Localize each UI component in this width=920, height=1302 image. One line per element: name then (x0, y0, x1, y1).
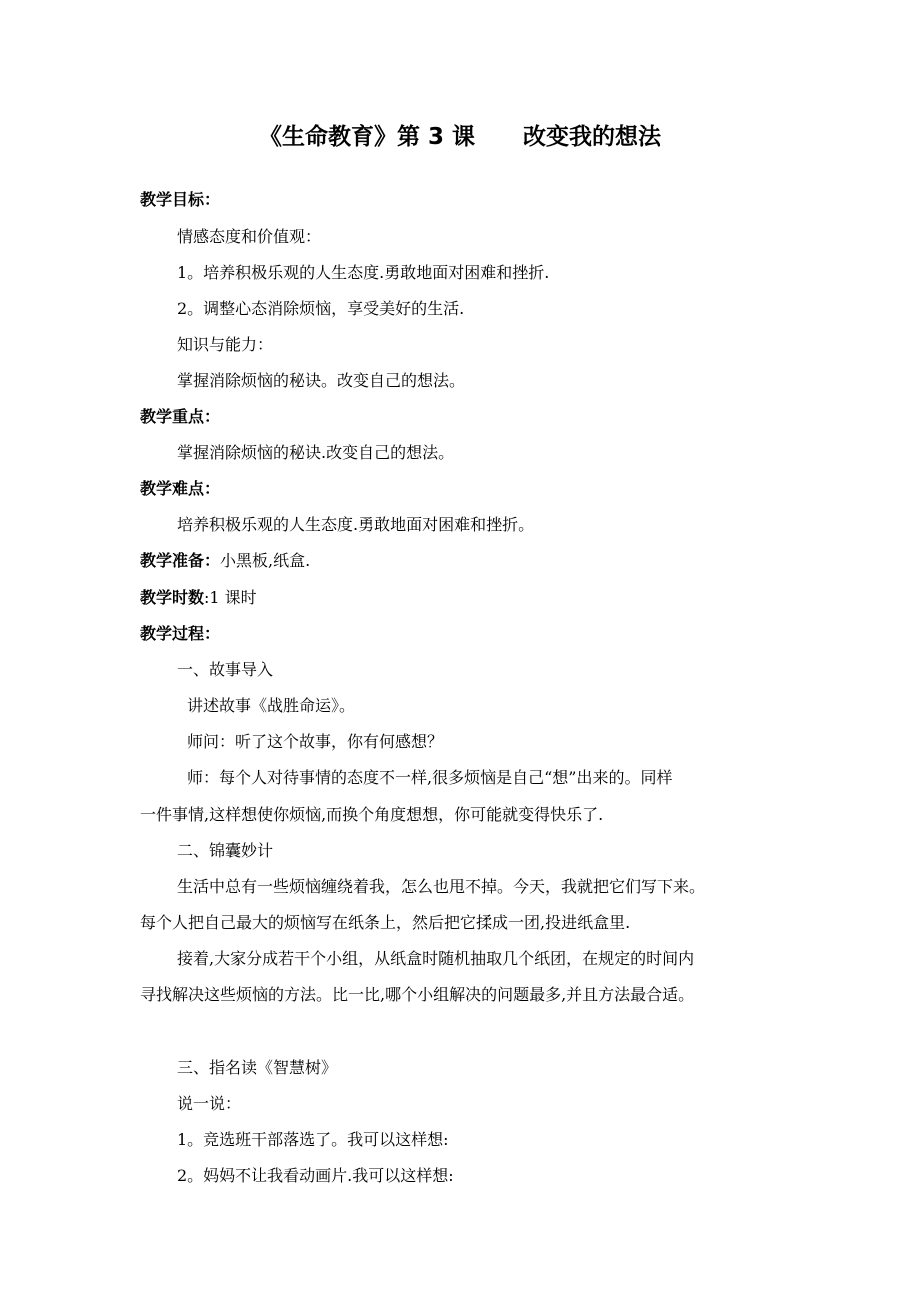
step2-title: 二、锦囊妙计 (177, 841, 274, 860)
goal-attitude: 情感态度和价值观： (177, 227, 322, 246)
step1-teacher-line-2: 一件事情,这样想使你烦恼,而换个角度想想，你可能就变得快乐了. (140, 805, 604, 824)
teaching-goals-label: 教学目标： (140, 190, 221, 209)
hours-line (140, 588, 257, 608)
step3-item-1: 1。竞选班干部落选了。我可以这样想: (177, 1130, 449, 1149)
step3-item-2: 2。妈妈不让我看动画片.我可以这样想: (177, 1166, 454, 1185)
step1-story: 讲述故事《战胜命运》。 (187, 696, 356, 715)
difficult-points-text: 培养积极乐观的人生态度.勇敢地面对困难和挫折。 (177, 515, 535, 534)
key-points-heading (140, 407, 220, 427)
preparation-label: 教学准备： (140, 551, 221, 570)
key-points-text: 掌握消除烦恼的秘诀.改变自己的想法。 (177, 443, 455, 462)
step2-para1-line-1: 生活中总有一些烦恼缠绕着我，怎么也甩不掉。今天，我就把它们写下来。 (177, 877, 706, 896)
process-heading (140, 624, 220, 644)
step1-title: 一、故事导入 (177, 660, 274, 679)
goal-item-1: 1。培养积极乐观的人生态度.勇敢地面对困难和挫折. (177, 263, 550, 282)
hours-label: 教学时数 (140, 588, 205, 607)
step3-title: 三、指名读《智慧树》 (177, 1058, 338, 1077)
goal-item-2: 2。调整心态消除烦恼，享受美好的生活. (177, 299, 465, 318)
step2-para2-line-2: 寻找解决这些烦恼的方法。比一比,哪个小组解决的问题最多,并且方法最合适。 (140, 985, 695, 1004)
difficult-points-label: 教学难点： (140, 479, 221, 498)
step2-para2-line-1: 接着,大家分成若干个小组，从纸盒时随机抽取几个纸团，在规定的时间内 (177, 949, 695, 968)
goal-knowledge: 知识与能力： (177, 335, 274, 354)
difficult-points-heading (140, 479, 220, 499)
teaching-goals-heading (140, 190, 220, 210)
preparation-text: 小黑板,纸盒. (220, 551, 311, 570)
step1-teacher-line-1: 师：每个人对待事情的态度不一样,很多烦恼是自己“想”出来的。同样 (187, 768, 673, 787)
document-title: 《生命教育》第 3 课 改变我的想法 (258, 124, 662, 150)
process-label: 教学过程： (140, 624, 221, 643)
goal-knowledge-text: 掌握消除烦恼的秘诀。改变自己的想法。 (177, 371, 466, 390)
key-points-label: 教学重点： (140, 407, 221, 426)
step1-question: 师问：听了这个故事，你有何感想？ (187, 732, 444, 751)
hours-text: :1 课时 (204, 588, 257, 607)
step3-say: 说一说： (177, 1094, 242, 1113)
preparation-line (140, 551, 310, 571)
step2-para1-line-2: 每个人把自己最大的烦恼写在纸条上，然后把它揉成一团,投进纸盒里. (140, 913, 631, 932)
